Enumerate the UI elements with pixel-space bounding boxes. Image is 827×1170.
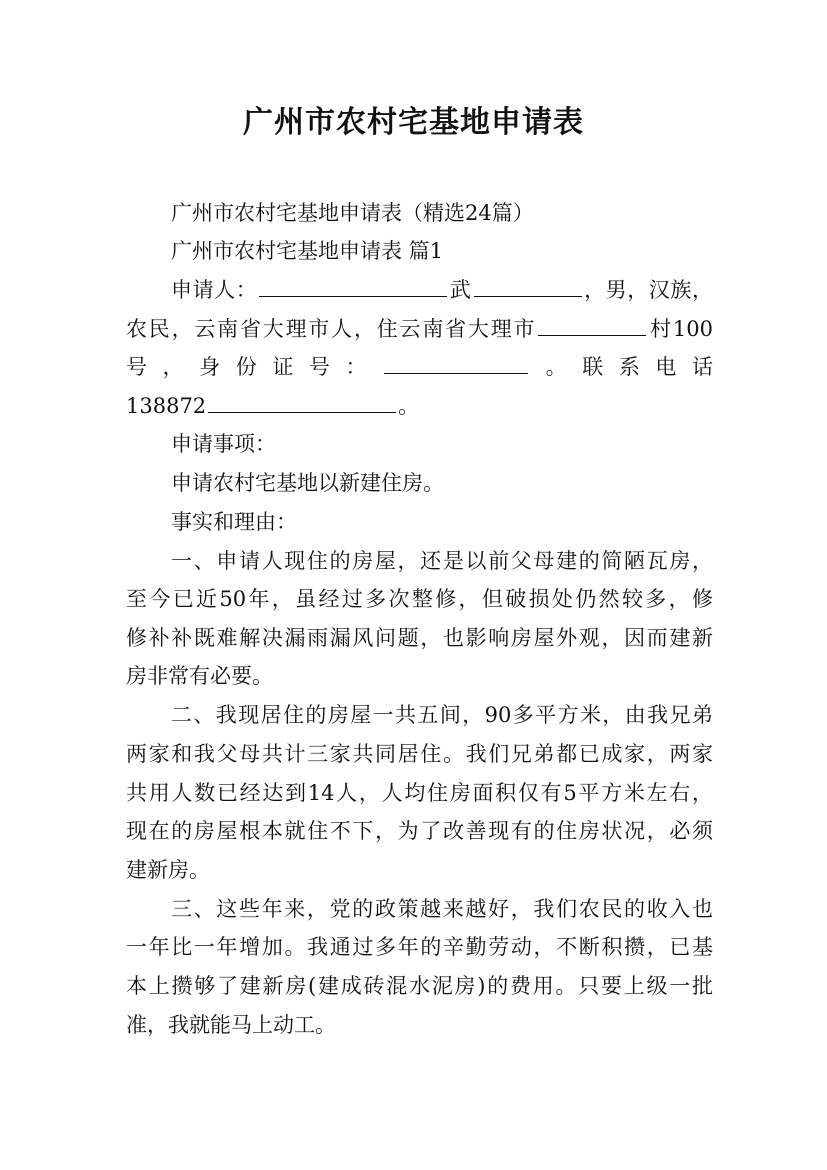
village-blank bbox=[538, 313, 646, 336]
applicant-label: 申请人： bbox=[171, 278, 258, 302]
address-line bbox=[126, 310, 713, 348]
document-title: 广州市农村宅基地申请表 bbox=[243, 105, 584, 140]
paragraph1-line: 修补补既难解决漏雨漏风问题，也影响房屋外观，因而建新 bbox=[126, 626, 713, 650]
phone-label: 。联系电话 bbox=[530, 355, 714, 379]
phone-number-blank bbox=[208, 390, 396, 413]
paragraph3-line: 本上攒够了建新房(建成砖混水泥房)的费用。只要上级一批 bbox=[126, 974, 713, 998]
paragraph1-line: 一、申请人现住的房屋，还是以前父母建的简陋瓦房， bbox=[171, 549, 713, 573]
id-number-blank bbox=[384, 351, 528, 374]
document-subtitle: 广州市农村宅基地申请表（精选24篇） bbox=[171, 201, 534, 225]
paragraph2-line: 两家和我父母共计三家共同居住。我们兄弟都已成家，两家 bbox=[126, 742, 713, 766]
reasons-label: 事实和理由： bbox=[171, 510, 297, 534]
id-line bbox=[126, 348, 713, 386]
applicant-details: ，男，汉族， bbox=[583, 278, 714, 302]
article-heading: 广州市农村宅基地申请表 篇1 bbox=[171, 239, 444, 263]
phone-prefix: 138872 bbox=[126, 394, 207, 418]
paragraph3-line: 准，我就能马上动工。 bbox=[126, 1013, 336, 1037]
paragraph3-line: 一年比一年增加。我通过多年的辛勤劳动，不断积攒，已基 bbox=[126, 935, 713, 959]
id-label: 号，身份证号： bbox=[126, 355, 383, 379]
paragraph2-line: 共用人数已经达到14人，人均住房面积仅有5平方米左右， bbox=[126, 781, 713, 805]
phone-line-end: 。 bbox=[398, 394, 420, 418]
paragraph2-line: 建新房。 bbox=[126, 858, 210, 882]
paragraph1-line: 房非常有必要。 bbox=[126, 664, 273, 688]
applicant-given-name-blank bbox=[474, 274, 582, 297]
paragraph1-line: 至今已近50年，虽经过多次整修，但破损处仍然较多，修 bbox=[126, 587, 713, 611]
phone-line bbox=[126, 387, 419, 425]
paragraph3-line: 三、这些年来，党的政策越来越好，我们农民的收入也 bbox=[171, 897, 713, 921]
paragraph2-line: 现在的房屋根本就住不下，为了改善现有的住房状况，必须 bbox=[126, 819, 713, 843]
applicant-name-blank bbox=[259, 274, 447, 297]
applicant-surname: 武 bbox=[449, 278, 472, 302]
address-text: 农民，云南省大理市人，住云南省大理市 bbox=[126, 317, 537, 341]
matters-text: 申请农村宅基地以新建住房。 bbox=[171, 471, 444, 495]
applicant-line bbox=[126, 271, 713, 309]
house-number-text: 村100 bbox=[648, 317, 714, 341]
matters-label: 申请事项： bbox=[171, 432, 276, 456]
paragraph2-line: 二、我现居住的房屋一共五间，90多平方米，由我兄弟 bbox=[171, 703, 713, 727]
